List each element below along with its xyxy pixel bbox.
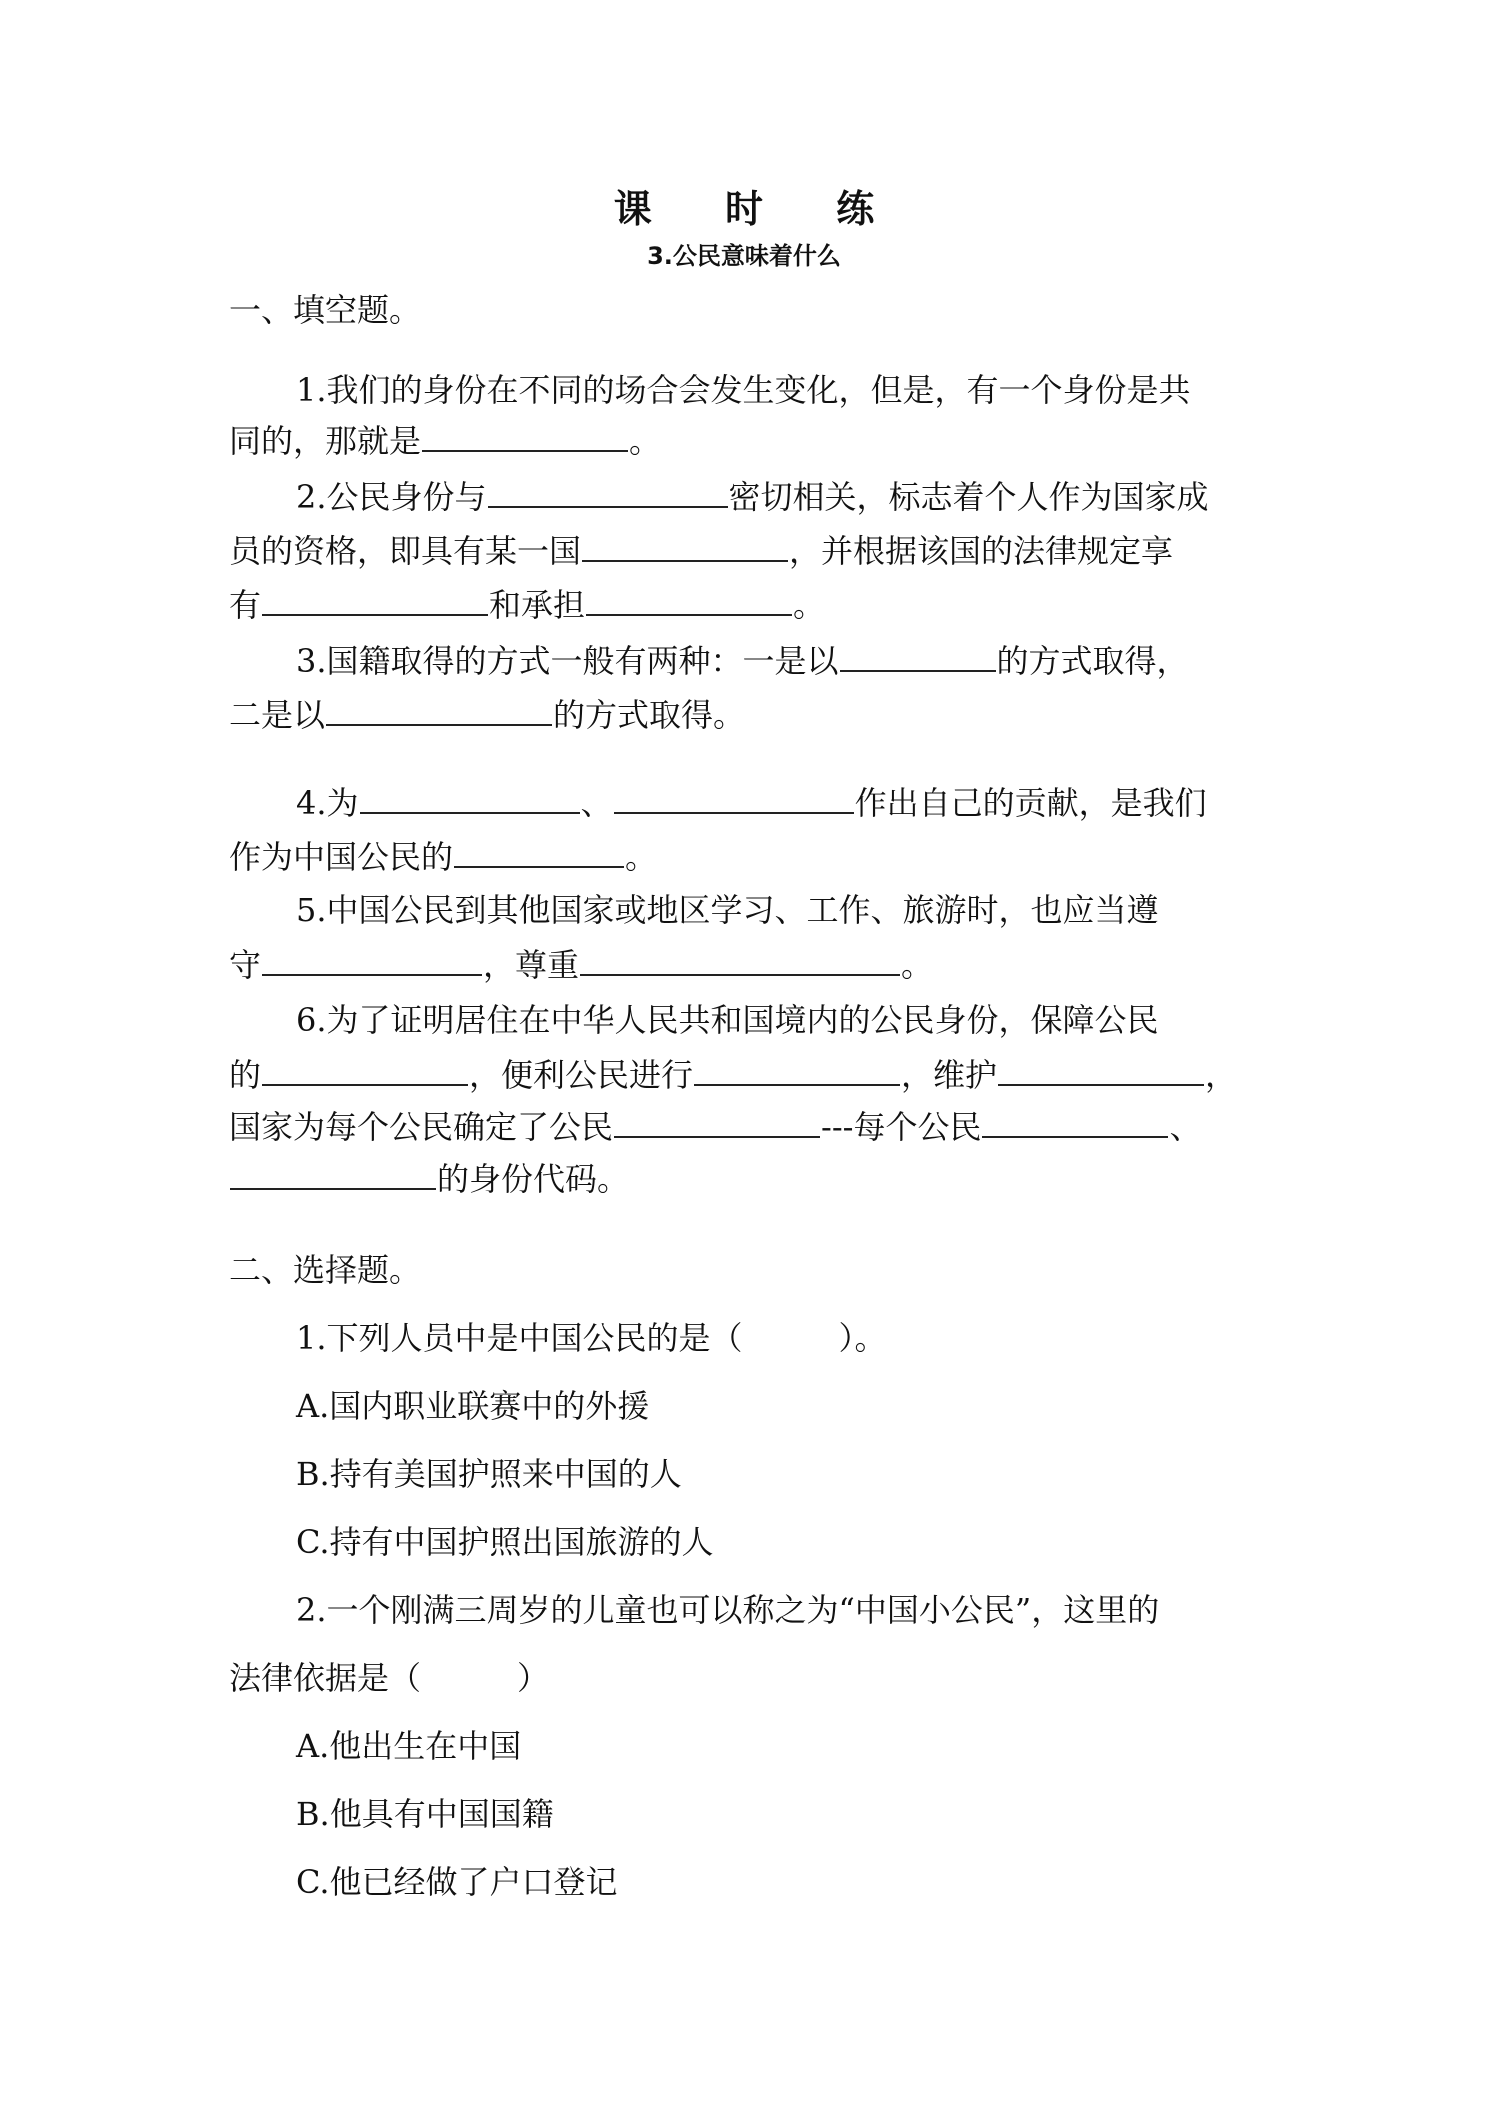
answer-blank[interactable]: [580, 944, 900, 976]
q6-line1: 6.为了证明居住在中华人民共和国境内的公民身份，保障公民: [296, 1001, 1159, 1039]
q5-line1: 5.中国公民到其他国家或地区学习、工作、旅游时，也应当遵: [296, 891, 1159, 929]
answer-blank[interactable]: [262, 944, 482, 976]
answer-blank[interactable]: [454, 836, 624, 868]
answer-blank[interactable]: [614, 782, 854, 814]
answer-blank[interactable]: [586, 584, 792, 616]
answer-blank[interactable]: [360, 782, 580, 814]
mc-q1-stem: 1.下列人员中是中国公民的是（ ）。: [296, 1319, 887, 1357]
q2-line2: 员的资格，即具有某一国 ，并根据该国的法律规定享: [229, 532, 1174, 570]
answer-blank[interactable]: [422, 420, 628, 452]
q1-line2: 同的，那就是 。: [229, 422, 662, 460]
mc-q1-option-a[interactable]: A.国内职业联赛中的外援: [296, 1387, 650, 1425]
answer-blank[interactable]: [982, 1106, 1168, 1138]
q6-line4: 的身份代码。: [229, 1158, 629, 1199]
page-title: 课 时 练: [613, 187, 905, 231]
q5-line2: 守 ，尊重 。: [229, 946, 934, 984]
section-heading-fill-in: 一、填空题。: [229, 291, 422, 329]
q4-line2: 作为中国公民的 。: [229, 838, 658, 876]
mc-q2-option-a[interactable]: A.他出生在中国: [296, 1727, 522, 1765]
mc-q2-stem-line1: 2.一个刚满三周岁的儿童也可以称之为“中国小公民”，这里的: [296, 1591, 1160, 1629]
answer-blank[interactable]: [614, 1106, 820, 1138]
q6-line3: 国家为每个公民确定了公民 ---每个公民 、: [229, 1108, 1202, 1146]
answer-blank[interactable]: [582, 530, 788, 562]
q3-line1: 3.国籍取得的方式一般有两种：一是以 的方式取得，: [296, 642, 1189, 680]
mc-q2-stem-line2: 法律依据是（ ）: [229, 1659, 550, 1697]
mc-q1-option-b[interactable]: B.持有美国护照来中国的人: [296, 1455, 682, 1493]
answer-blank[interactable]: [998, 1054, 1204, 1086]
answer-blank[interactable]: [840, 640, 996, 672]
answer-blank[interactable]: [694, 1054, 900, 1086]
answer-blank[interactable]: [488, 476, 728, 508]
q6-line2: 的 ，便利公民进行 ，维护 ，: [229, 1056, 1238, 1094]
mc-q1-option-c[interactable]: C.持有中国护照出国旅游的人: [296, 1523, 714, 1561]
answer-blank[interactable]: [262, 1054, 468, 1086]
mc-q2-option-b[interactable]: B.他具有中国国籍: [296, 1795, 554, 1833]
q1-line1: 1.我们的身份在不同的场合会发生变化，但是，有一个身份是共: [296, 371, 1191, 409]
section-heading-multiple-choice: 二、选择题。: [229, 1251, 422, 1289]
answer-blank[interactable]: [326, 694, 552, 726]
q4-line1: 4.为 、 作出自己的贡献，是我们: [296, 784, 1207, 822]
q2-line1: 2.公民身份与 密切相关，标志着个人作为国家成: [296, 478, 1209, 516]
mc-q2-option-c[interactable]: C.他已经做了户口登记: [296, 1863, 618, 1901]
q2-line3: 有 和承担 。: [229, 586, 826, 624]
answer-blank[interactable]: [262, 584, 488, 616]
answer-blank[interactable]: [230, 1158, 436, 1190]
lesson-subtitle: 3.公民意味着什么: [647, 242, 841, 270]
q3-line2: 二是以 的方式取得。: [229, 696, 746, 734]
